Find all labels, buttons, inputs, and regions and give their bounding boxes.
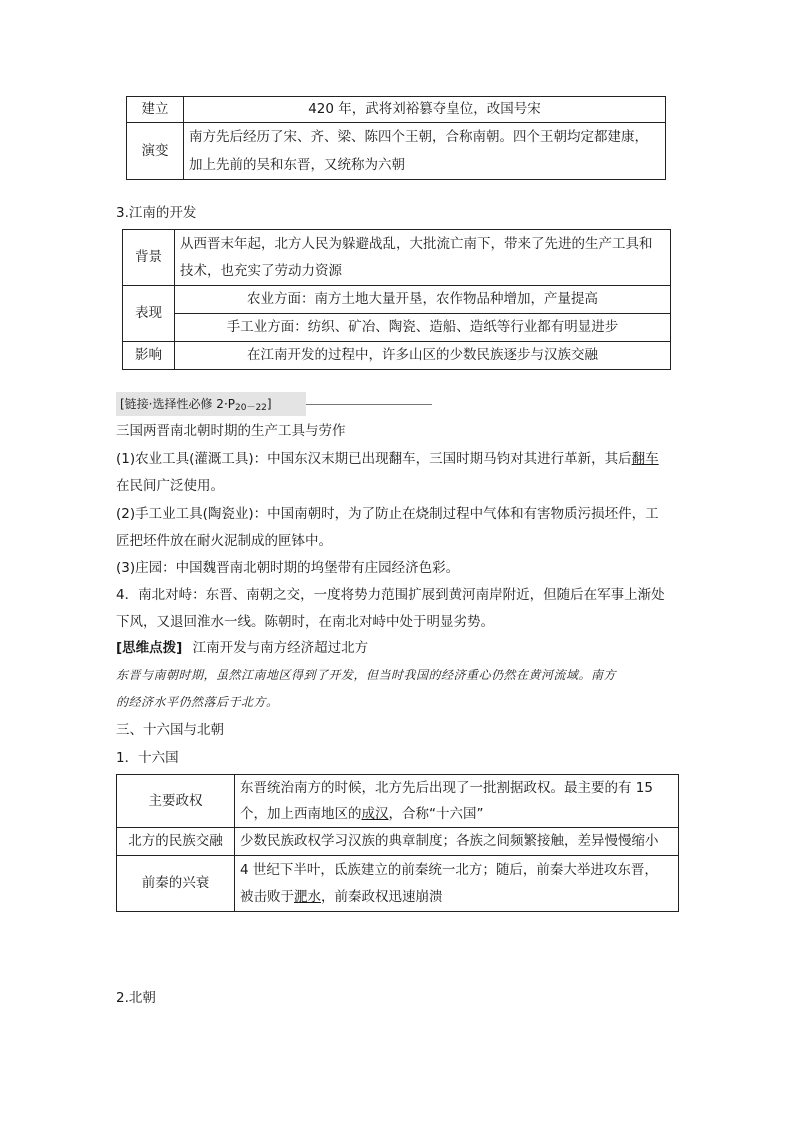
thinking-line1: 东晋与南朝时期，虽然江南地区得到了开发，但当时我国的经济重心仍然在黄河流域。南方: [116, 668, 617, 682]
section4-line1: 4．南北对峙：东晋、南朝之交，一度将势力范围扩展到黄河南岸附近，但随后在军事上渐处: [116, 587, 665, 603]
table-row: [117, 828, 679, 856]
link-item1-underlined: 翻车: [631, 451, 659, 467]
feishui-underlined: 淝水: [294, 888, 321, 905]
background-line2: 技术，也充实了劳动力资源: [180, 262, 342, 279]
row-text-evolution: [184, 123, 666, 180]
link-item1-line1: [116, 446, 659, 473]
former-qin-line2-a: 被击败于: [240, 888, 294, 905]
former-qin-line2-b: ，前秦政权迅速崩溃: [321, 888, 443, 905]
former-qin-line1: 4 世纪下半叶，氐族建立的前秦统一北方；随后，前秦大举进攻东晋，: [240, 861, 658, 878]
link-tag-close: ]: [266, 397, 272, 411]
evolution-line1: 南方先后经历了宋、齐、梁、陈四个王朝，合称南朝。四个王朝均定都建康，: [189, 129, 648, 145]
table-row: [123, 314, 671, 342]
thinking-title: 江南开发与南方经济超过北方: [192, 640, 369, 656]
link-item2-line2: 匠把坯件放在耐火泥制成的匣钵中。: [116, 533, 332, 549]
table-jiangnan-development: [122, 229, 671, 370]
ethnic-fusion-label: 北方的民族交融: [117, 828, 235, 856]
evolution-line2: 加上先前的吴和东晋，又统称为六朝: [189, 157, 405, 173]
section4-line2: 下风，又退回淮水一线。陈朝时，在南北对峙中处于明显劣势。: [116, 614, 494, 630]
table-southern-dynasties: [126, 96, 666, 180]
part3-title: 三、十六国与北朝: [116, 722, 224, 738]
performance-handicraft: 手工业方面：纺织、矿冶、陶瓷、造船、造纸等行业都有明显进步: [175, 314, 671, 342]
thinking-heading: [116, 635, 368, 662]
thinking-line2: 的经济水平仍然落后于北方。: [116, 695, 279, 709]
main-regimes-line2-a: 个，加上西南地区的: [240, 806, 362, 822]
table-sixteen-kingdoms: [116, 774, 679, 912]
row-text-establish: 420 年，武将刘裕篡夺皇位，改国号宋: [184, 97, 666, 123]
impact-text: 在江南开发的过程中，许多山区的少数民族逐步与汉族交融: [175, 342, 671, 370]
link-item1-text: (1)农业工具(灌溉工具)：中国东汉末期已出现翻车，三国时期马钧对其进行革新，其后: [116, 451, 632, 467]
link-item1-line2: 在民间广泛使用。: [116, 478, 224, 494]
chenghan-underlined: 成汉: [361, 806, 389, 822]
table-row: [127, 123, 666, 180]
link-tag-pages: 20－22: [235, 403, 267, 413]
main-regimes-line1: 东晋统治南方的时候，北方先后出现了一批割据政权。最主要的有 15: [240, 780, 653, 796]
former-qin-text: [235, 856, 679, 912]
table-row: [127, 97, 666, 123]
row-label-evolution: 演变: [127, 123, 184, 180]
link-item3: (3)庄园：中国魏晋南北朝时期的坞堡带有庄园经济色彩。: [116, 560, 460, 576]
ethnic-fusion-text: 少数民族政权学习汉族的典章制度；各族之间频繁接触，差异慢慢缩小: [235, 828, 679, 856]
row-label-establish: 建立: [127, 97, 184, 123]
performance-agriculture: 农业方面：南方土地大量开垦，农作物品种增加，产量提高: [175, 286, 671, 314]
link-item2-line1: (2)手工业工具(陶瓷业)：中国南朝时，为了防止在烧制过程中气体和有害物质污损坯件，工: [116, 506, 659, 522]
link-title: 三国两晋南北朝时期的生产工具与劳作: [116, 423, 346, 439]
main-regimes-line2-b: ，合称“十六国”: [388, 806, 484, 822]
main-regimes-label: 主要政权: [117, 775, 235, 828]
link-tag-text: [链接·选择性必修 2·P: [120, 397, 235, 411]
background-label: 背景: [123, 230, 175, 286]
table-row: [117, 856, 679, 912]
main-regimes-line2: [240, 801, 673, 827]
impact-label: 影响: [123, 342, 175, 370]
main-regimes-text: [235, 775, 679, 828]
sub1-title: 1．十六国: [116, 750, 179, 766]
table-row: [117, 775, 679, 828]
former-qin-line2: [240, 884, 673, 911]
link-divider: [306, 404, 432, 405]
table-row: [123, 230, 671, 286]
section3-title: 3.江南的开发: [116, 205, 197, 221]
background-text: [175, 230, 671, 286]
former-qin-label: 前秦的兴衰: [117, 856, 235, 912]
table-row: [123, 342, 671, 370]
performance-label: 表现: [123, 286, 175, 342]
link-tag: [116, 392, 306, 416]
table-row: [123, 286, 671, 314]
background-line1: 从西晋末年起，北方人民为躲避战乱，大批流亡南下，带来了先进的生产工具和: [180, 235, 653, 252]
thinking-tag: [思维点拨]: [116, 640, 183, 656]
sub2-title: 2.北朝: [116, 990, 156, 1006]
